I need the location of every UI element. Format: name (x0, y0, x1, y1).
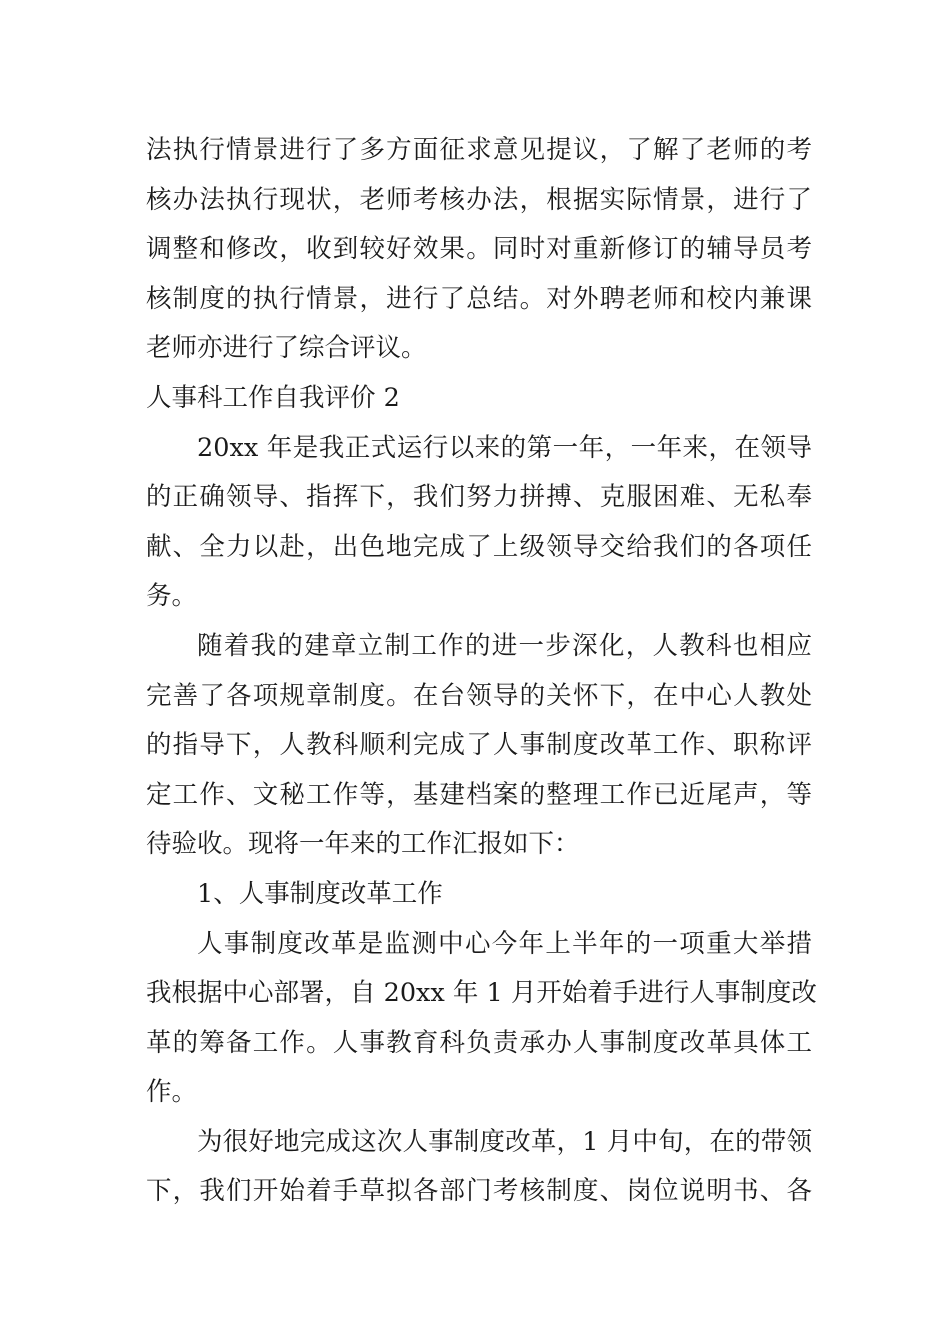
text-line: 作。 (146, 1077, 198, 1108)
text-line: 调整和修改，收到较好效果。同时对重新修订的辅导员考 (146, 234, 812, 265)
text-line: 下，我们开始着手草拟各部门考核制度、岗位说明书、各 (146, 1176, 812, 1207)
section-heading (146, 374, 812, 424)
text-line: 为很好地完成这次人事制度改革，1 月中旬，在的带领 (197, 1126, 812, 1157)
text-line: 献、全力以赴，出色地完成了上级领导交给我们的各项任 (146, 531, 812, 562)
subheading-text: 1、人事制度改革工作 (197, 878, 443, 909)
text-line: 核办法执行现状，老师考核办法，根据实际情景，进行了 (146, 184, 812, 215)
paragraph (146, 424, 812, 622)
text-line: 定工作、文秘工作等，基建档案的整理工作已近尾声，等 (146, 779, 812, 810)
text-line: 待验收。现将一年来的工作汇报如下： (146, 829, 580, 860)
text-line: 我根据中心部署，自 20xx 年 1 月开始着手进行人事制度改 (146, 978, 817, 1009)
paragraph (146, 920, 817, 1118)
paragraph (146, 1118, 812, 1217)
paragraph-continuation (146, 126, 812, 374)
text-line: 核制度的执行情景，进行了总结。对外聘老师和校内兼课 (146, 283, 812, 314)
document-body (146, 126, 817, 1217)
paragraph (146, 622, 812, 870)
text-line: 的指导下，人教科顺利完成了人事制度改革工作、职称评 (146, 730, 812, 761)
heading-text: 人事科工作自我评价 2 (146, 382, 400, 413)
text-line: 务。 (146, 581, 198, 612)
text-line: 完善了各项规章制度。在台领导的关怀下，在中心人教处 (146, 680, 812, 711)
text-line: 老师亦进行了综合评议。 (146, 333, 427, 364)
text-line: 的正确领导、指挥下，我们努力拼搏、克服困难、无私奉 (146, 482, 812, 513)
subsection-heading (146, 870, 812, 920)
text-line: 法执行情景进行了多方面征求意见提议，了解了老师的考 (146, 135, 812, 165)
text-line: 随着我的建章立制工作的进一步深化，人教科也相应 (197, 630, 812, 661)
text-line: 20xx 年是我正式运行以来的第一年，一年来，在领导 (197, 432, 812, 463)
text-line: 革的筹备工作。人事教育科负责承办人事制度改革具体工 (146, 1027, 812, 1058)
text-line: 人事制度改革是监测中心今年上半年的一项重大举措 (197, 928, 812, 959)
